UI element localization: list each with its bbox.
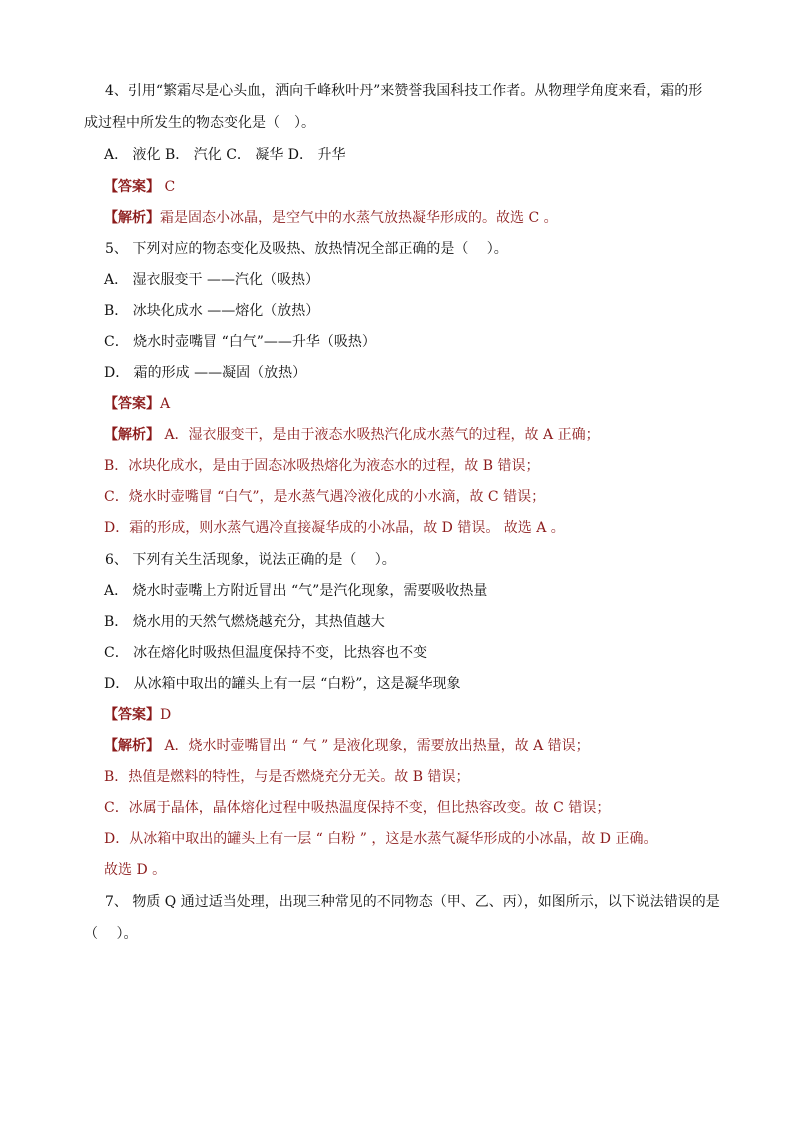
question-5-analysis-d: D．霜的形成，则水蒸气遇冷直接凝华成的小冰晶，故 D 错误。 故选 A 。 (104, 520, 565, 536)
question-6-answer (104, 706, 171, 724)
question-6-analysis-d: D．从冰箱中取出的罐头上有一层 “ 白粉 ” ，这是水蒸气凝华形成的小冰晶，故 D 正确。 (104, 831, 658, 847)
answer-value: A (160, 396, 171, 412)
question-6-option-a: A． 烧水时壶嘴上方附近冒出 “气”是汽化现象，需要吸收热量 (104, 583, 488, 599)
question-6-option-d: D． 从冰箱中取出的罐头上有一层 “白粉”，这是凝华现象 (104, 676, 461, 692)
answer-label: 【答案】 (104, 396, 160, 412)
question-7-text-cont: （ ）。 (84, 926, 138, 942)
question-5-option-b: B． 冰块化成水 ——熔化（放热） (104, 303, 320, 319)
analysis-text: A．湿衣服变干，是由于液态水吸热汽化成水蒸气的过程，故 A 正确； (160, 427, 600, 443)
answer-label: 【答案】 (104, 179, 160, 195)
question-5-analysis-b: B．冰块化成水，是由于固态冰吸热熔化为液态水的过程，故 B 错误； (104, 458, 540, 474)
analysis-label: 【解析】 (104, 427, 160, 443)
question-5-option-c: C． 烧水时壶嘴冒 “白气”——升华（吸热） (104, 334, 376, 350)
answer-value: C (160, 179, 176, 195)
question-6-option-b: B． 烧水用的天然气燃烧越充分，其热值越大 (104, 614, 385, 630)
question-6-text: 6、 下列有关生活现象，说法正确的是（ ）。 (105, 552, 396, 568)
question-7-text: 7、 物质 Q 通过适当处理，出现三种常见的不同物态（甲、乙、丙），如图所示，以下说法错误的是 (105, 894, 720, 910)
question-4-answer (104, 178, 175, 196)
answer-label: 【答案】 (104, 707, 160, 723)
question-4-analysis (104, 209, 558, 227)
analysis-label: 【解析】 (104, 210, 160, 226)
question-6-analysis-c: C．冰属于晶体，晶体熔化过程中吸热温度保持不变，但比热容改变。故 C 错误； (104, 800, 611, 816)
question-5-option-a: A． 湿衣服变干 ——汽化（吸热） (104, 272, 320, 288)
question-6-conclusion: 故选 D 。 (104, 862, 167, 878)
question-4-options: A． 液化 B． 汽化 C． 凝华 D． 升华 (104, 147, 346, 163)
question-4-text-cont: 成过程中所发生的物态变化是（ ）。 (84, 115, 315, 131)
analysis-text: 霜是固态小冰晶，是空气中的水蒸气放热凝华形成的。故选 C 。 (160, 210, 558, 226)
analysis-text: A．烧水时壶嘴冒出 “ 气 ” 是液化现象，需要放出热量，故 A 错误； (160, 738, 590, 754)
question-6-analysis-b: B．热值是燃料的特性，与是否燃烧充分无关。故 B 错误； (104, 769, 470, 785)
answer-value: D (160, 707, 172, 723)
question-5-answer (104, 395, 170, 413)
question-5-option-d: D． 霜的形成 ——凝固（放热） (104, 365, 307, 381)
question-5-analysis-c: C．烧水时壶嘴冒 “白气”，是水蒸气遇冷液化成的小水滴，故 C 错误； (104, 489, 546, 505)
question-5-analysis-a (104, 426, 600, 444)
question-6-analysis-a (104, 737, 590, 755)
question-4-text: 4、引用“繁霜尽是心头血，洒向千峰秋叶丹”来赞誉我国科技工作者。从物理学角度来看，霜的形 (105, 83, 703, 99)
analysis-label: 【解析】 (104, 738, 160, 754)
question-6-option-c: C． 冰在熔化时吸热但温度保持不变，比热容也不变 (104, 645, 428, 661)
question-5-text: 5、 下列对应的物态变化及吸热、放热情况全部正确的是（ ）。 (105, 241, 508, 257)
